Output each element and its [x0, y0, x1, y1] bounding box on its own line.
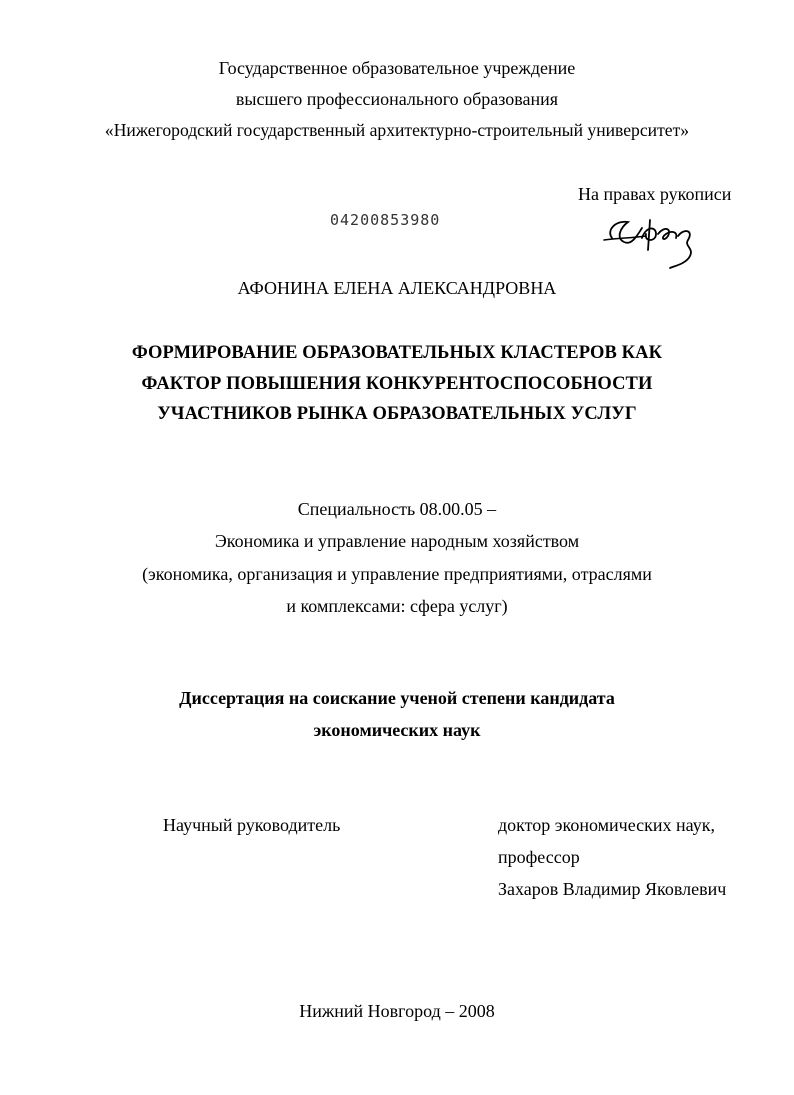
institution-line-1: Государственное образовательное учреждение [218, 58, 576, 78]
author-signature [598, 208, 708, 272]
institution-line-2: высшего профессионального образования [235, 89, 559, 109]
city-year: Нижний Новгород – 2008 [299, 1001, 495, 1021]
manuscript-note: На правах рукописи [578, 184, 732, 204]
specialty-detail-line-2: и комплексами: сфера услуг) [286, 596, 508, 616]
thesis-title-line-2: ФАКТОР ПОВЫШЕНИЯ КОНКУРЕНТОСПОСОБНОСТИ [141, 374, 653, 394]
thesis-title-line-3: УЧАСТНИКОВ РЫНКА ОБРАЗОВАТЕЛЬНЫХ УСЛУГ [157, 404, 637, 424]
supervisor-rank: профессор [498, 847, 580, 867]
thesis-title-line-1: ФОРМИРОВАНИЕ ОБРАЗОВАТЕЛЬНЫХ КЛАСТЕРОВ КАК [131, 343, 663, 363]
author-name: АФОНИНА ЕЛЕНА АЛЕКСАНДРОВНА [237, 278, 557, 298]
supervisor-label: Научный руководитель [163, 815, 341, 835]
catalog-number: 04200853980 [330, 211, 441, 229]
specialty-detail-line-1: (экономика, организация и управление предприятиями, отраслями [142, 564, 652, 584]
dissertation-statement-line-1: Диссертация на соискание ученой степени кандидата [179, 688, 615, 708]
institution-line-3: «Нижегородский государственный архитектурно-строительный университет» [104, 120, 690, 140]
specialty-name: Экономика и управление народным хозяйством [214, 531, 580, 551]
supervisor-name: Захаров Владимир Яковлевич [498, 879, 727, 899]
specialty-code: Специальность 08.00.05 – [297, 499, 497, 519]
dissertation-statement-line-2: экономических наук [313, 720, 481, 740]
supervisor-degree: доктор экономических наук, [498, 815, 715, 835]
